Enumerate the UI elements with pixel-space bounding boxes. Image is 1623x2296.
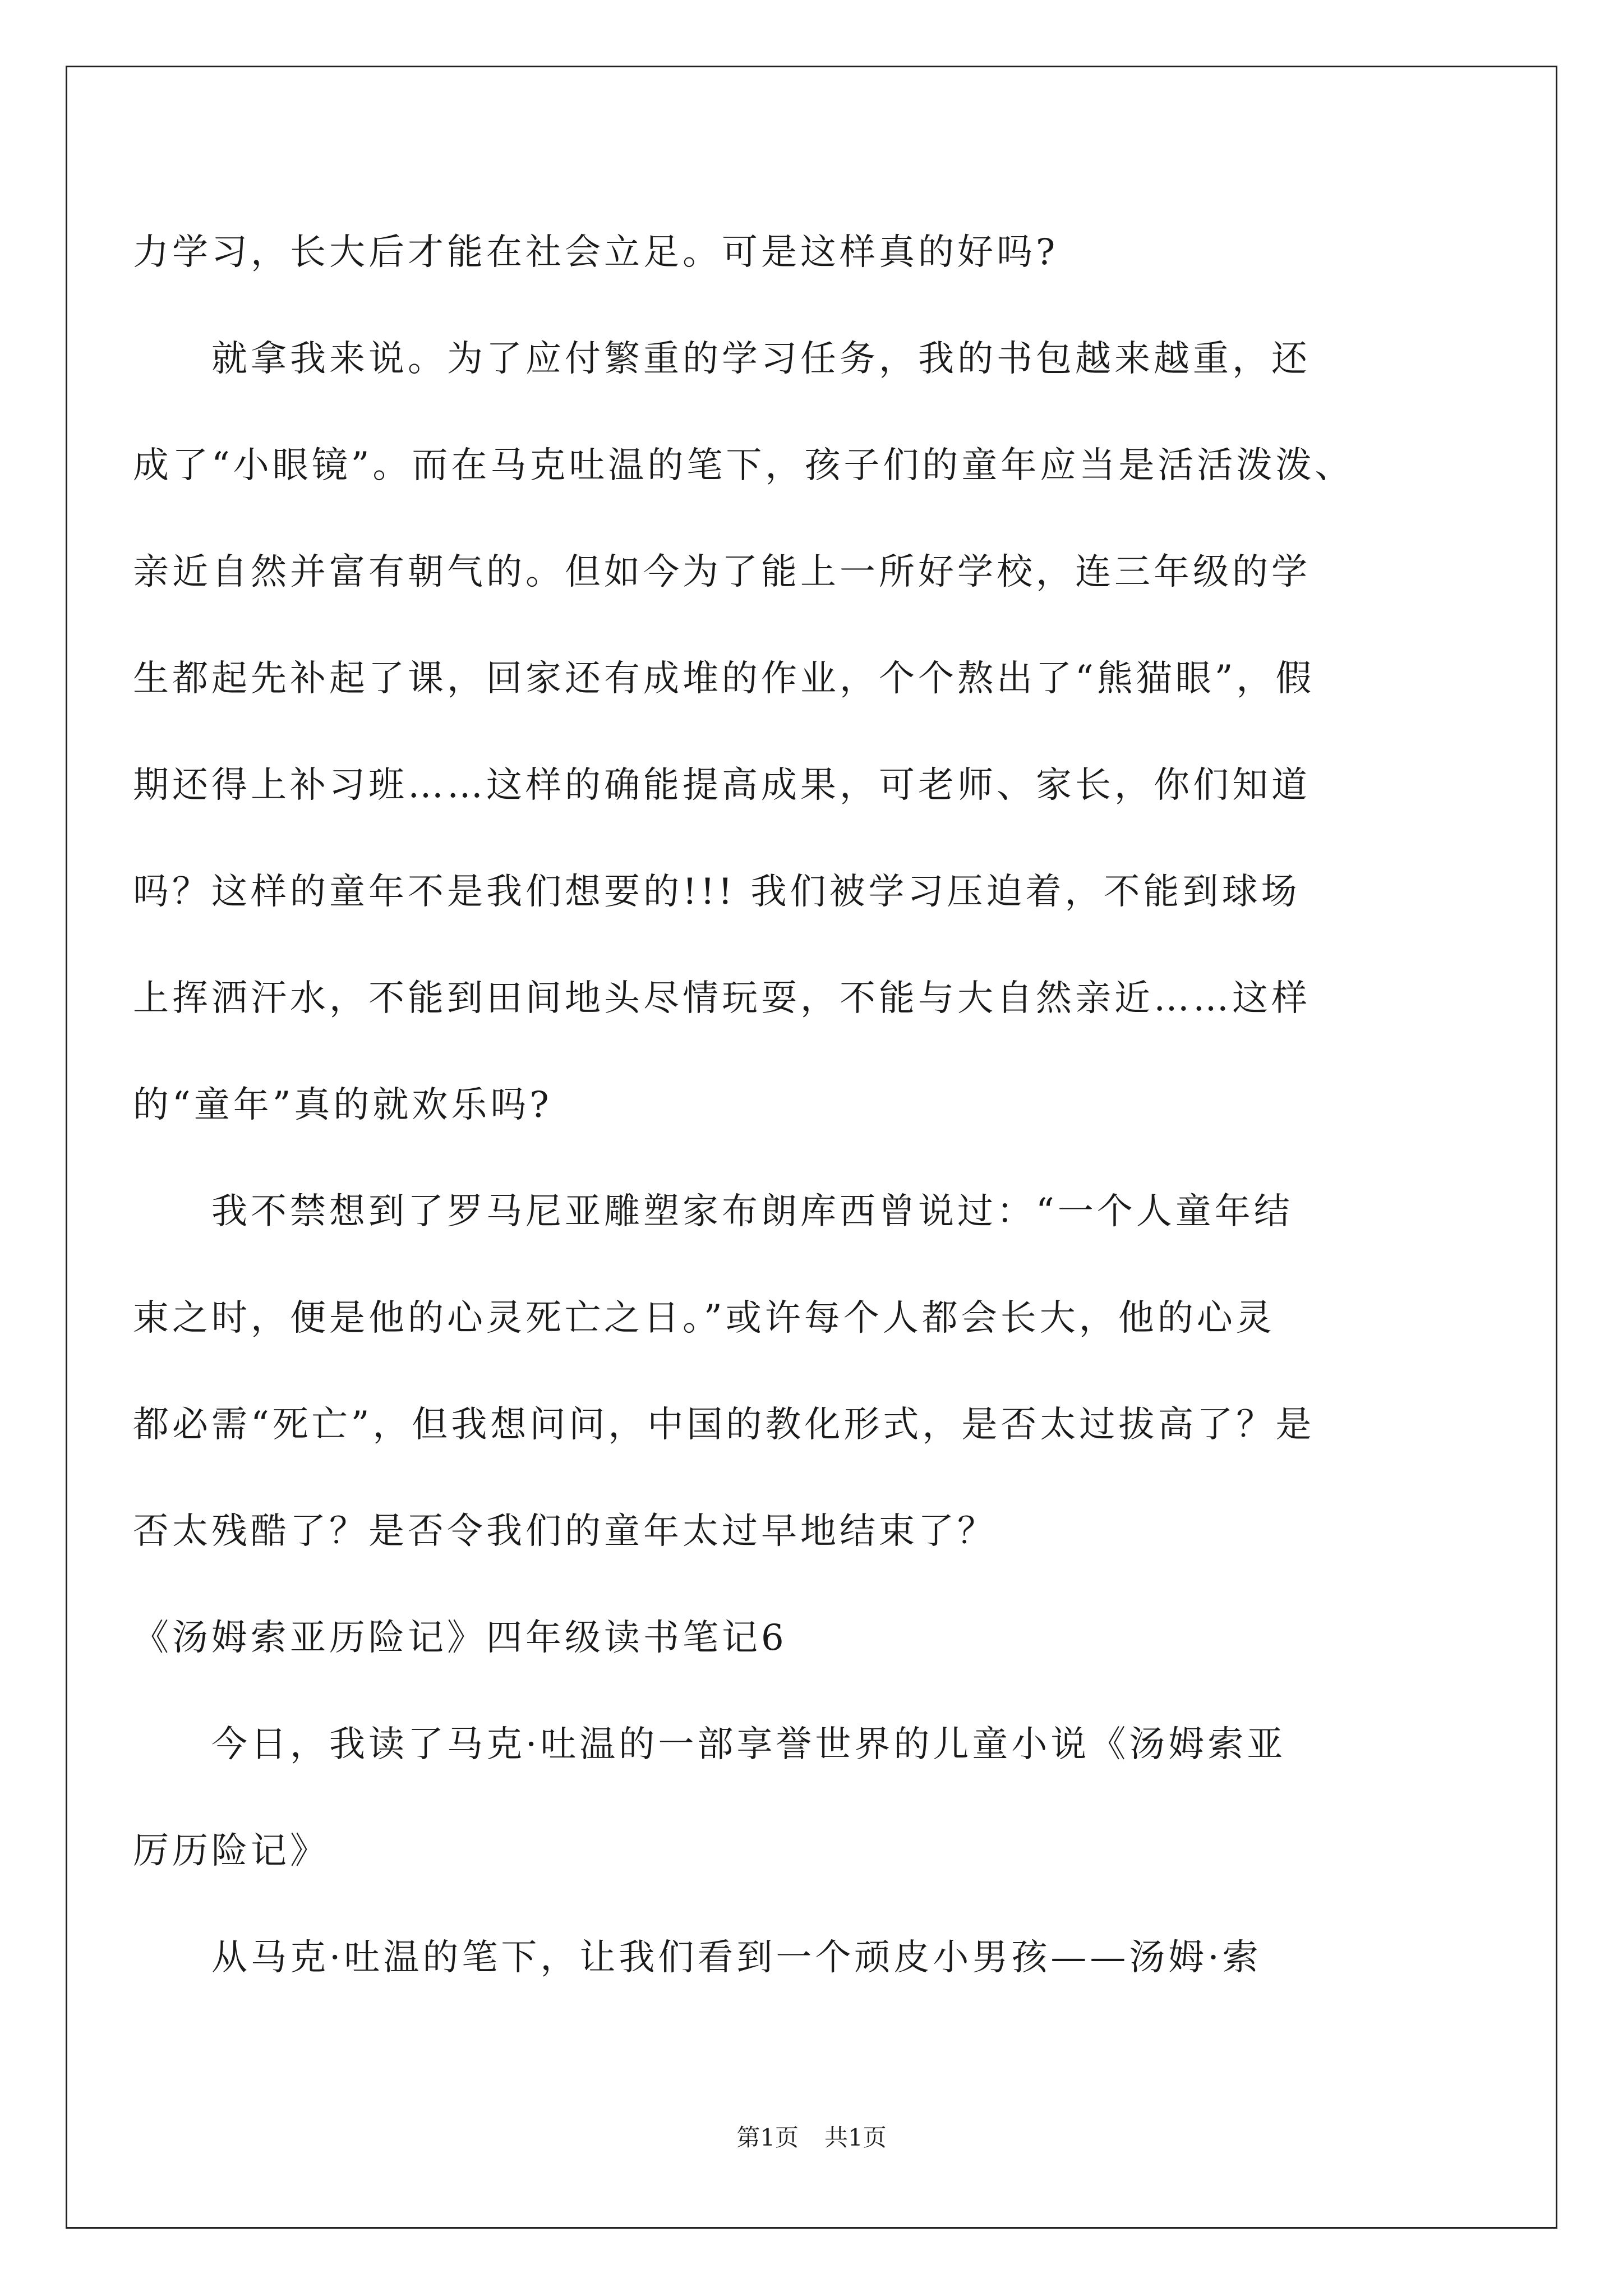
text-line: 亲近自然并富有朝气的。但如今为了能上一所好学校，连三年级的学 <box>133 551 1311 593</box>
text-line: 否太残酷了？是否令我们的童年太过早地结束了？ <box>133 1511 997 1552</box>
paragraph-start-line: 今日，我读了马克·吐温的一部享誉世界的儿童小说《汤姆索亚 <box>211 1724 1287 1765</box>
text-line: 成了“小眼镜”。而在马克吐温的笔下，孩子们的童年应当是活活泼泼、 <box>133 445 1354 486</box>
text-line: 力学习，长大后才能在社会立足。可是这样真的好吗? <box>133 232 1059 273</box>
text-line: 厉历险记》 <box>133 1830 329 1872</box>
text-line: 束之时，便是他的心灵死亡之日。”或许每个人都会长大，他的心灵 <box>133 1297 1275 1339</box>
text-line: 的“童年”真的就欢乐吗? <box>133 1084 552 1126</box>
page-number: 第1页 <box>736 2124 799 2151</box>
page-total: 共1页 <box>824 2124 887 2151</box>
paragraph-start-line: 我不禁想到了罗马尼亚雕塑家布朗库西曾说过：“一个人童年结 <box>211 1191 1293 1232</box>
text-line: 吗？这样的童年不是我们想要的!!! 我们被学习压迫着，不能到球场 <box>133 871 1301 913</box>
page-footer <box>0 2124 1623 2152</box>
text-line: 生都起先补起了课，回家还有成堆的作业，个个熬出了“熊猫眼”，假 <box>133 658 1315 700</box>
paragraph-start-line: 就拿我来说。为了应付繁重的学习任务，我的书包越来越重，还 <box>211 338 1311 380</box>
page-border <box>66 66 1557 2229</box>
text-line: 上挥洒汗水，不能到田间地头尽情玩耍，不能与大自然亲近……这样 <box>133 978 1311 1019</box>
text-line: 都必需“死亡”，但我想问问，中国的教化形式，是否太过拔高了？是 <box>133 1404 1315 1446</box>
section-heading: 《汤姆索亚历险记》四年级读书笔记6 <box>133 1617 787 1659</box>
text-line: 期还得上补习班……这样的确能提高成果，可老师、家长，你们知道 <box>133 765 1311 806</box>
paragraph-start-line: 从马克·吐温的笔下，让我们看到一个顽皮小男孩——汤姆·索 <box>211 1937 1262 1978</box>
